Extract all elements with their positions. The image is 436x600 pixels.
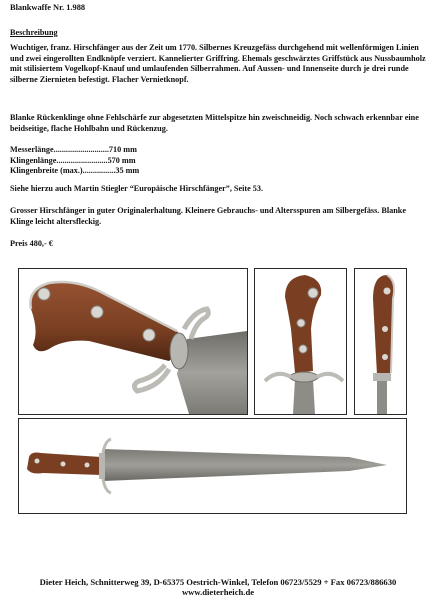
specs-list (10, 145, 428, 177)
price-label: Preis 480,- € (10, 239, 53, 248)
grip-front-photo (254, 268, 347, 415)
item-title: Blankwaffe Nr. 1.988 (10, 3, 86, 12)
reference-note: Siehe hierzu auch Martin Stiegler “Europäische Hirschfänger”, Seite 53. (10, 184, 264, 193)
description-paragraph-1: Wuchtiger, franz. Hirschfänger aus der Zeit um 1770. Silbernes Kreuzgefäss durchgehend mit wellenförmigen Linien und zwei eingerollten Endknöpfe verziert. Kannelierter Griffring. Ehemals geschwärztes Griffstück aus Nussbaumholz mit stilisiertem Vogelkopf-Knauf und umlaufenden Silberrahmen. Auf Aussen- und Innenseite durch je drei runde silberne Ziernieten befestigt. Flacher Vernietknopf. (10, 43, 426, 84)
spec-line-length: Messerlänge...........................710 mm (10, 145, 137, 154)
spec-line-blade-width: Klingenbreite (max.)................35 mm (10, 166, 140, 175)
footer-website[interactable]: www.dieterheich.de (181, 587, 255, 597)
condition-note: Grosser Hirschfänger in guter Originalerhaltung. Kleinere Gebrauchs- und Altersspuren am Silbergefäss. Blanke Klinge leicht altersfleckig. (10, 206, 406, 226)
section-heading: Beschreibung (10, 28, 58, 37)
spec-line-blade-length: Klingenlänge.........................570 mm (10, 155, 136, 165)
grip-side-photo (354, 268, 407, 415)
footer-address: Dieter Heich, Schnitterweg 39, D-65375 Oestrich-Winkel, Telefon 06723/5529 + Fax 06723/886630 (39, 577, 397, 587)
hilt-closeup-photo (18, 268, 248, 415)
full-sword-photo (18, 418, 407, 514)
description-paragraph-2: Blanke Rückenklinge ohne Fehlschärfe zur abgesetzten Mittelspitze hin zweischneidig. Noch schwach erkennbar eine beidseitige, flache Hohlbahn und Rückenzug. (10, 113, 419, 133)
